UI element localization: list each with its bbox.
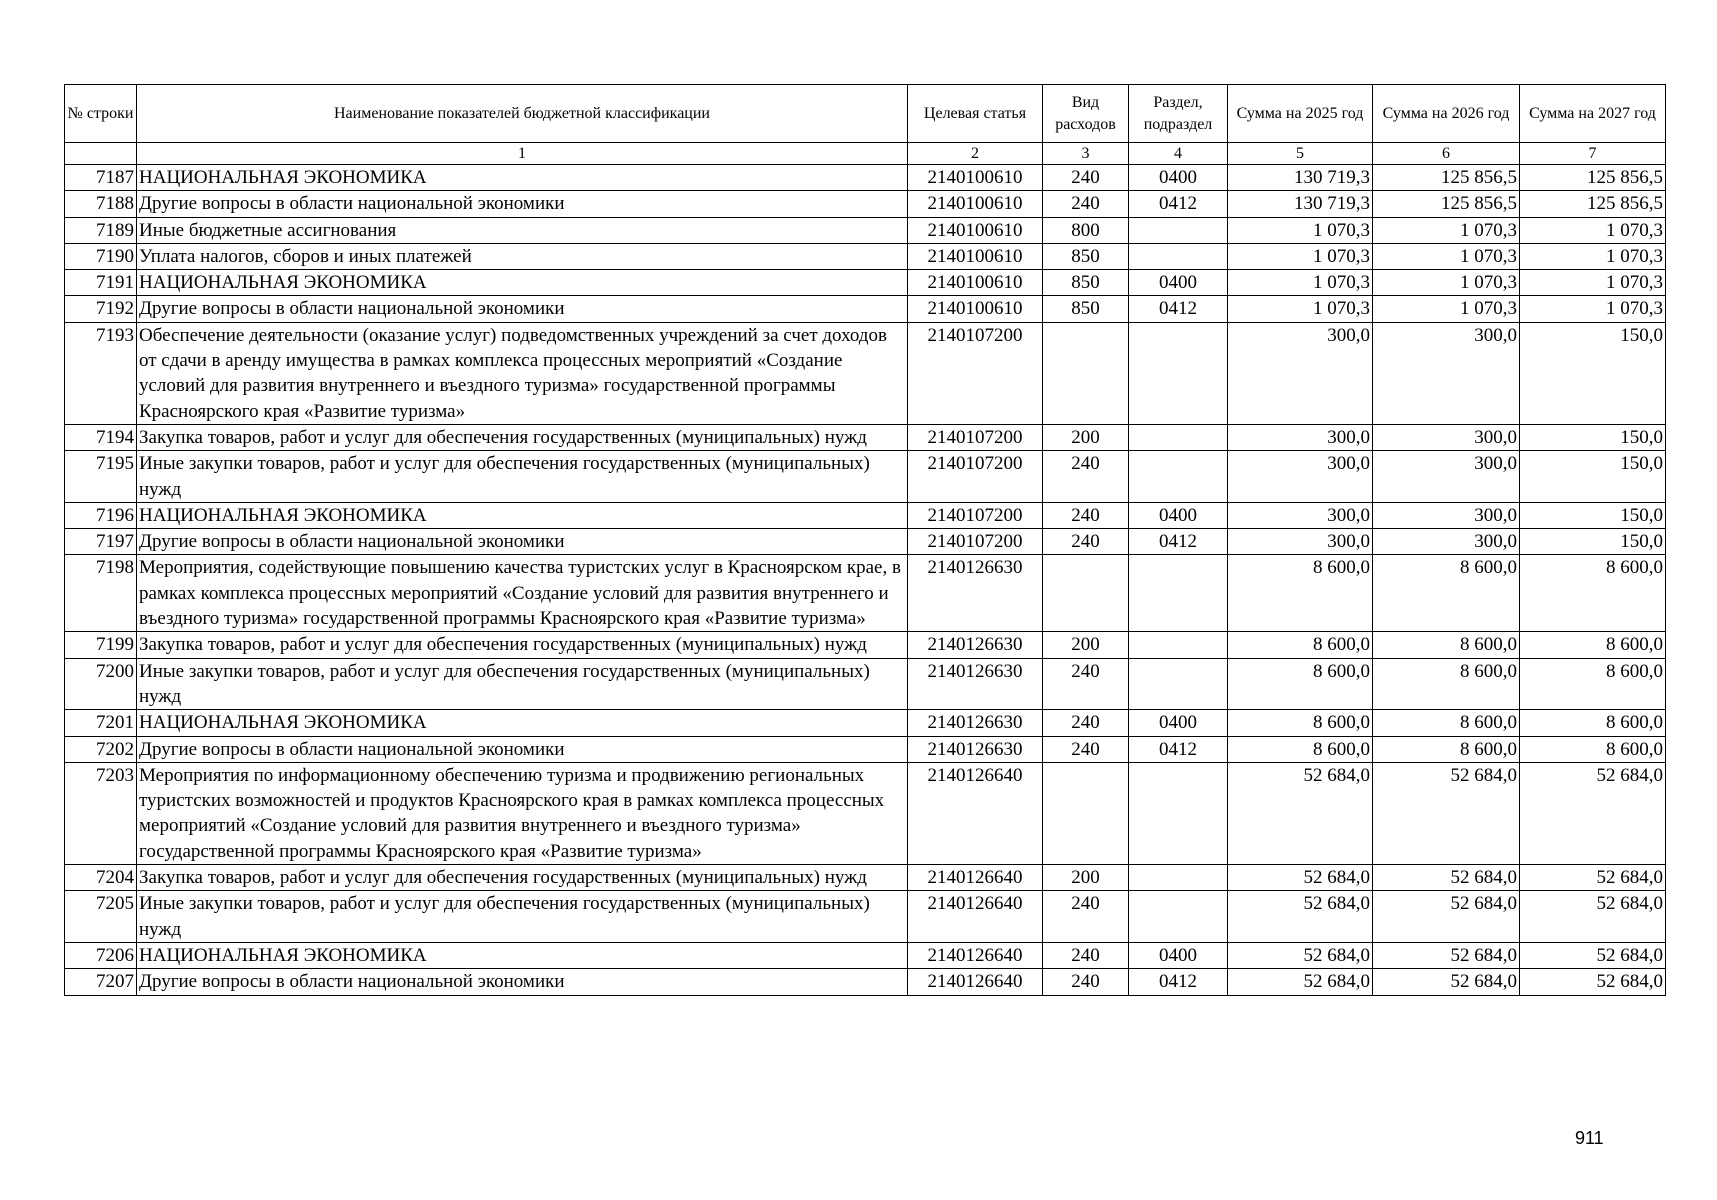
column-number-row	[65, 143, 1666, 165]
row-sum-2025: 1 070,3	[1228, 217, 1373, 243]
row-kind: 240	[1043, 710, 1129, 736]
row-sum-2025: 8 600,0	[1228, 555, 1373, 632]
row-number: 7204	[65, 865, 137, 891]
row-sum-2025: 1 070,3	[1228, 296, 1373, 322]
row-sum-2025: 52 684,0	[1228, 969, 1373, 995]
row-number: 7195	[65, 451, 137, 503]
row-sum-2026: 8 600,0	[1373, 710, 1520, 736]
table-row	[65, 243, 1666, 269]
row-kind: 240	[1043, 191, 1129, 217]
table-row	[65, 296, 1666, 322]
table-row	[65, 424, 1666, 450]
row-target: 2140126640	[908, 865, 1043, 891]
row-name: Мероприятия, содействующие повышению качества туристских услуг в Красноярском крае, в рамках комплекса процессных мероприятий «Создание условий для развития внутреннего и въездного туризма» государственной программы Красноярского края «Развитие туризма»	[137, 555, 908, 632]
column-number: 6	[1373, 143, 1520, 165]
row-target: 2140126640	[908, 762, 1043, 864]
row-section	[1129, 555, 1228, 632]
row-sum-2027: 150,0	[1520, 502, 1666, 528]
row-section	[1129, 865, 1228, 891]
table-row	[65, 322, 1666, 424]
row-name: НАЦИОНАЛЬНАЯ ЭКОНОМИКА	[137, 270, 908, 296]
row-number: 7205	[65, 891, 137, 943]
row-target: 2140107200	[908, 502, 1043, 528]
row-sum-2027: 52 684,0	[1520, 969, 1666, 995]
table-row	[65, 969, 1666, 995]
row-target: 2140126640	[908, 891, 1043, 943]
row-sum-2027: 1 070,3	[1520, 270, 1666, 296]
row-section: 0412	[1129, 969, 1228, 995]
row-target: 2140107200	[908, 322, 1043, 424]
row-sum-2026: 1 070,3	[1373, 270, 1520, 296]
row-section	[1129, 658, 1228, 710]
row-kind: 850	[1043, 296, 1129, 322]
row-name: Закупка товаров, работ и услуг для обеспечения государственных (муниципальных) нужд	[137, 865, 908, 891]
row-sum-2027: 125 856,5	[1520, 165, 1666, 191]
row-name: НАЦИОНАЛЬНАЯ ЭКОНОМИКА	[137, 710, 908, 736]
header-sum-2027: Сумма на 2027 год	[1520, 85, 1666, 143]
row-name: Иные закупки товаров, работ и услуг для обеспечения государственных (муниципальных) нужд	[137, 658, 908, 710]
row-kind: 200	[1043, 865, 1129, 891]
row-sum-2025: 52 684,0	[1228, 865, 1373, 891]
row-sum-2025: 52 684,0	[1228, 942, 1373, 968]
row-sum-2025: 300,0	[1228, 502, 1373, 528]
row-name: Другие вопросы в области национальной экономики	[137, 736, 908, 762]
row-name: Иные бюджетные ассигнования	[137, 217, 908, 243]
row-section: 0412	[1129, 529, 1228, 555]
row-sum-2027: 8 600,0	[1520, 632, 1666, 658]
row-kind: 240	[1043, 658, 1129, 710]
row-sum-2025: 1 070,3	[1228, 243, 1373, 269]
row-number: 7201	[65, 710, 137, 736]
row-name: НАЦИОНАЛЬНАЯ ЭКОНОМИКА	[137, 502, 908, 528]
row-section	[1129, 424, 1228, 450]
row-name: НАЦИОНАЛЬНАЯ ЭКОНОМИКА	[137, 165, 908, 191]
table-row	[65, 529, 1666, 555]
budget-table	[64, 84, 1666, 996]
row-name: Закупка товаров, работ и услуг для обеспечения государственных (муниципальных) нужд	[137, 424, 908, 450]
column-number: 3	[1043, 143, 1129, 165]
row-section: 0400	[1129, 942, 1228, 968]
row-number: 7200	[65, 658, 137, 710]
row-name: НАЦИОНАЛЬНАЯ ЭКОНОМИКА	[137, 942, 908, 968]
row-number: 7191	[65, 270, 137, 296]
row-target: 2140100610	[908, 296, 1043, 322]
row-sum-2025: 1 070,3	[1228, 270, 1373, 296]
row-sum-2025: 130 719,3	[1228, 165, 1373, 191]
row-section	[1129, 243, 1228, 269]
row-sum-2026: 125 856,5	[1373, 191, 1520, 217]
row-target: 2140100610	[908, 243, 1043, 269]
row-number: 7197	[65, 529, 137, 555]
row-target: 2140100610	[908, 165, 1043, 191]
row-sum-2027: 125 856,5	[1520, 191, 1666, 217]
row-number: 7193	[65, 322, 137, 424]
row-number: 7194	[65, 424, 137, 450]
row-sum-2026: 1 070,3	[1373, 217, 1520, 243]
row-section	[1129, 322, 1228, 424]
row-sum-2026: 1 070,3	[1373, 243, 1520, 269]
row-name: Мероприятия по информационному обеспечению туризма и продвижению региональных туристских возможностей и продуктов Красноярского края в рамках комплекса процессных мероприятий «Создание условий для развития внутреннего и въездного туризма» государственной программы Красноярского края «Развитие туризма»	[137, 762, 908, 864]
row-sum-2026: 8 600,0	[1373, 632, 1520, 658]
column-number	[65, 143, 137, 165]
row-target: 2140107200	[908, 529, 1043, 555]
row-sum-2027: 1 070,3	[1520, 243, 1666, 269]
row-kind: 240	[1043, 529, 1129, 555]
row-sum-2025: 8 600,0	[1228, 710, 1373, 736]
row-target: 2140126640	[908, 969, 1043, 995]
row-name: Иные закупки товаров, работ и услуг для обеспечения государственных (муниципальных) нужд	[137, 891, 908, 943]
table-row	[65, 865, 1666, 891]
row-name: Иные закупки товаров, работ и услуг для обеспечения государственных (муниципальных) нужд	[137, 451, 908, 503]
row-section	[1129, 451, 1228, 503]
row-sum-2026: 52 684,0	[1373, 865, 1520, 891]
row-number: 7192	[65, 296, 137, 322]
row-target: 2140107200	[908, 451, 1043, 503]
row-section	[1129, 891, 1228, 943]
row-number: 7207	[65, 969, 137, 995]
row-target: 2140126640	[908, 942, 1043, 968]
row-name: Другие вопросы в области национальной экономики	[137, 191, 908, 217]
row-kind: 240	[1043, 165, 1129, 191]
row-kind: 240	[1043, 451, 1129, 503]
table-row	[65, 762, 1666, 864]
row-sum-2025: 130 719,3	[1228, 191, 1373, 217]
row-kind: 240	[1043, 891, 1129, 943]
row-sum-2025: 300,0	[1228, 424, 1373, 450]
row-sum-2025: 52 684,0	[1228, 891, 1373, 943]
column-number: 4	[1129, 143, 1228, 165]
row-sum-2027: 150,0	[1520, 424, 1666, 450]
row-number: 7203	[65, 762, 137, 864]
column-number: 2	[908, 143, 1043, 165]
row-number: 7198	[65, 555, 137, 632]
table-row	[65, 942, 1666, 968]
row-name: Уплата налогов, сборов и иных платежей	[137, 243, 908, 269]
header-kind: Вид расходов	[1043, 85, 1129, 143]
row-sum-2027: 52 684,0	[1520, 891, 1666, 943]
column-number: 5	[1228, 143, 1373, 165]
table-row	[65, 555, 1666, 632]
row-section	[1129, 632, 1228, 658]
row-number: 7188	[65, 191, 137, 217]
row-target: 2140126630	[908, 710, 1043, 736]
header-target: Целевая статья	[908, 85, 1043, 143]
row-sum-2027: 8 600,0	[1520, 658, 1666, 710]
row-sum-2027: 150,0	[1520, 322, 1666, 424]
row-name: Закупка товаров, работ и услуг для обеспечения государственных (муниципальных) нужд	[137, 632, 908, 658]
row-name: Другие вопросы в области национальной экономики	[137, 969, 908, 995]
table-header-row	[65, 85, 1666, 143]
row-sum-2026: 125 856,5	[1373, 165, 1520, 191]
row-kind	[1043, 322, 1129, 424]
row-number: 7202	[65, 736, 137, 762]
row-name: Другие вопросы в области национальной экономики	[137, 529, 908, 555]
table-row	[65, 736, 1666, 762]
row-sum-2025: 300,0	[1228, 322, 1373, 424]
row-target: 2140100610	[908, 191, 1043, 217]
row-name: Обеспечение деятельности (оказание услуг) подведомственных учреждений за счет доходов от сдачи в аренду имущества в рамках комплекса процессных мероприятий «Создание условий для развития внутреннего и въездного туризма» государственной программы Красноярского края «Развитие туризма»	[137, 322, 908, 424]
table-row	[65, 451, 1666, 503]
header-name: Наименование показателей бюджетной классификации	[137, 85, 908, 143]
row-kind: 200	[1043, 632, 1129, 658]
row-kind: 240	[1043, 502, 1129, 528]
table-row	[65, 217, 1666, 243]
row-sum-2026: 8 600,0	[1373, 736, 1520, 762]
row-target: 2140126630	[908, 658, 1043, 710]
column-number: 7	[1520, 143, 1666, 165]
table-row	[65, 632, 1666, 658]
table-row	[65, 658, 1666, 710]
row-sum-2025: 8 600,0	[1228, 658, 1373, 710]
row-kind	[1043, 762, 1129, 864]
row-kind	[1043, 555, 1129, 632]
table-row	[65, 270, 1666, 296]
header-sum-2025: Сумма на 2025 год	[1228, 85, 1373, 143]
row-sum-2026: 8 600,0	[1373, 658, 1520, 710]
table-row	[65, 191, 1666, 217]
row-sum-2026: 300,0	[1373, 502, 1520, 528]
row-sum-2026: 52 684,0	[1373, 942, 1520, 968]
row-number: 7206	[65, 942, 137, 968]
row-section	[1129, 762, 1228, 864]
row-sum-2027: 1 070,3	[1520, 296, 1666, 322]
row-sum-2026: 300,0	[1373, 322, 1520, 424]
row-sum-2027: 52 684,0	[1520, 865, 1666, 891]
row-sum-2027: 52 684,0	[1520, 762, 1666, 864]
table-row	[65, 165, 1666, 191]
row-target: 2140126630	[908, 632, 1043, 658]
row-sum-2026: 52 684,0	[1373, 891, 1520, 943]
column-number: 1	[137, 143, 908, 165]
row-sum-2027: 8 600,0	[1520, 555, 1666, 632]
row-section: 0400	[1129, 710, 1228, 736]
row-sum-2026: 8 600,0	[1373, 555, 1520, 632]
row-kind: 850	[1043, 243, 1129, 269]
row-kind: 240	[1043, 969, 1129, 995]
header-row-no: № строки	[65, 85, 137, 143]
table-row	[65, 502, 1666, 528]
row-kind: 240	[1043, 736, 1129, 762]
row-kind: 240	[1043, 942, 1129, 968]
row-section	[1129, 217, 1228, 243]
row-sum-2026: 300,0	[1373, 424, 1520, 450]
row-sum-2027: 1 070,3	[1520, 217, 1666, 243]
row-sum-2026: 52 684,0	[1373, 969, 1520, 995]
row-kind: 200	[1043, 424, 1129, 450]
row-sum-2027: 8 600,0	[1520, 736, 1666, 762]
page-number: 911	[1575, 1128, 1604, 1148]
row-number: 7196	[65, 502, 137, 528]
row-sum-2027: 52 684,0	[1520, 942, 1666, 968]
row-number: 7187	[65, 165, 137, 191]
row-sum-2027: 150,0	[1520, 451, 1666, 503]
header-sum-2026: Сумма на 2026 год	[1373, 85, 1520, 143]
row-sum-2026: 52 684,0	[1373, 762, 1520, 864]
row-kind: 800	[1043, 217, 1129, 243]
row-sum-2026: 300,0	[1373, 451, 1520, 503]
row-sum-2025: 300,0	[1228, 529, 1373, 555]
row-sum-2025: 300,0	[1228, 451, 1373, 503]
row-target: 2140107200	[908, 424, 1043, 450]
row-section: 0412	[1129, 191, 1228, 217]
row-name: Другие вопросы в области национальной экономики	[137, 296, 908, 322]
row-section: 0400	[1129, 165, 1228, 191]
row-sum-2027: 8 600,0	[1520, 710, 1666, 736]
table-body	[65, 165, 1666, 996]
row-sum-2027: 150,0	[1520, 529, 1666, 555]
table-row	[65, 891, 1666, 943]
row-sum-2025: 52 684,0	[1228, 762, 1373, 864]
row-target: 2140100610	[908, 270, 1043, 296]
table-row	[65, 710, 1666, 736]
row-number: 7190	[65, 243, 137, 269]
row-sum-2025: 8 600,0	[1228, 632, 1373, 658]
row-target: 2140126630	[908, 555, 1043, 632]
row-section: 0400	[1129, 270, 1228, 296]
row-number: 7189	[65, 217, 137, 243]
row-sum-2026: 300,0	[1373, 529, 1520, 555]
row-number: 7199	[65, 632, 137, 658]
header-section: Раздел, подраздел	[1129, 85, 1228, 143]
row-kind: 850	[1043, 270, 1129, 296]
row-sum-2026: 1 070,3	[1373, 296, 1520, 322]
row-section: 0400	[1129, 502, 1228, 528]
row-sum-2025: 8 600,0	[1228, 736, 1373, 762]
row-target: 2140126630	[908, 736, 1043, 762]
row-target: 2140100610	[908, 217, 1043, 243]
row-section: 0412	[1129, 296, 1228, 322]
row-section: 0412	[1129, 736, 1228, 762]
